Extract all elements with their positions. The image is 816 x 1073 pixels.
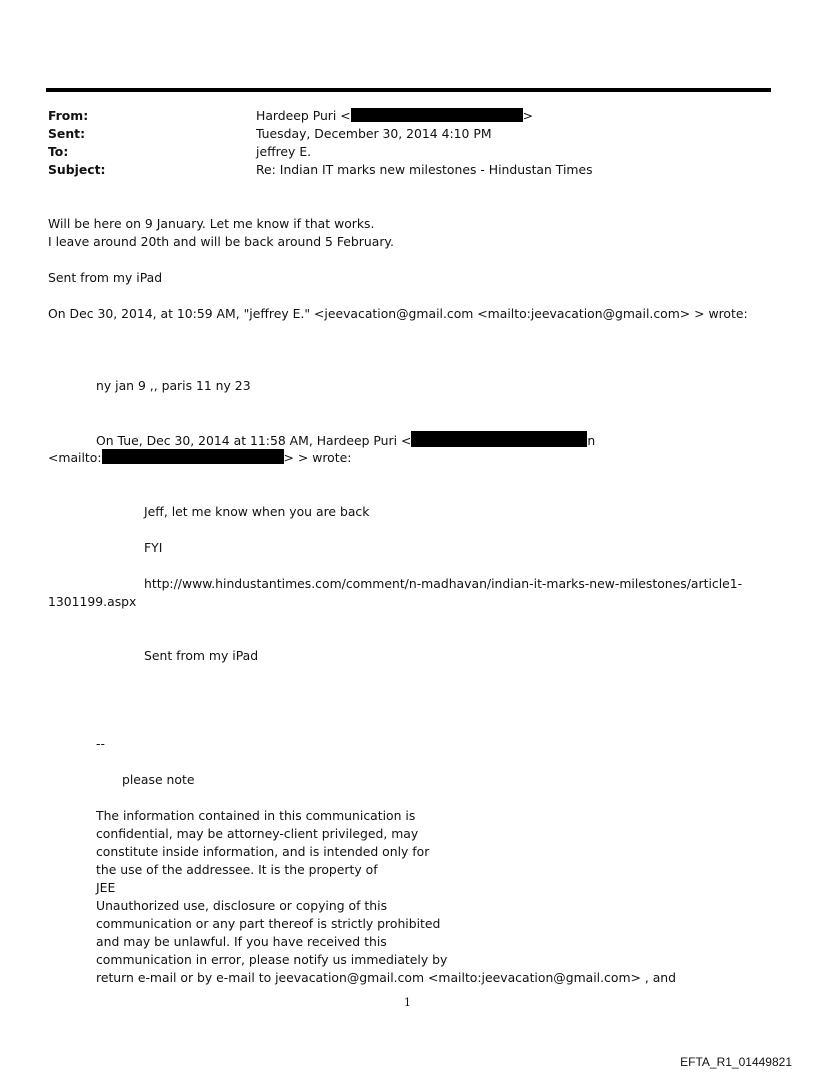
signature-ipad: Sent from my iPad [48, 270, 163, 285]
quote2-mailto: <mailto: [48, 450, 102, 465]
quote2-line-1: Jeff, let me know when you are back [144, 504, 370, 519]
disclaimer-line: The information contained in this communication is [96, 808, 416, 823]
to-value: jeffrey E. [256, 144, 312, 159]
page-number: 1 [404, 996, 411, 1009]
from-value [256, 107, 533, 125]
disclaimer-line: JEE [96, 880, 116, 895]
redaction-box [102, 449, 284, 464]
from-label: From: [48, 108, 89, 123]
header-rule [46, 88, 771, 92]
disclaimer-line: communication or any part thereof is strictly prohibited [96, 916, 441, 931]
quote-intro: On Dec 30, 2014, at 10:59 AM, "jeffrey E." <jeevacation@gmail.com <mailto:jeevacation@gmail.com> > wrote: [48, 306, 748, 321]
from-name: Hardeep Puri < [256, 108, 351, 123]
disclaimer-line: and may be unlawful. If you have received this [96, 934, 387, 949]
quote2-wrote: > > wrote: [283, 450, 352, 465]
sent-label: Sent: [48, 126, 86, 141]
disclaimer-line: return e-mail or by e-mail to jeevacation@gmail.com <mailto:jeevacation@gmail.com> , and [96, 970, 677, 985]
disclaimer-line: Unauthorized use, disclosure or copying of this [96, 898, 388, 913]
quote2-line-2: FYI [144, 540, 163, 555]
note-heading: please note [122, 772, 195, 787]
subject-label: Subject: [48, 162, 106, 177]
from-tail: > [522, 108, 534, 123]
quote2-mailto-line [48, 449, 351, 467]
quote2-signature: Sent from my iPad [144, 648, 259, 663]
quote2-intro [96, 431, 595, 450]
disclaimer-line: constitute inside information, and is intended only for [96, 844, 430, 859]
redaction-box [411, 431, 587, 447]
quoted-line: ny jan 9 ,, paris 11 ny 23 [96, 378, 251, 393]
quote2-intro-text: On Tue, Dec 30, 2014 at 11:58 AM, Hardeep Puri < [96, 433, 412, 448]
disclaimer-line: confidential, may be attorney-client privileged, may [96, 826, 419, 841]
signature-dashes: -- [96, 736, 105, 751]
disclaimer-line: communication in error, please notify us immediately by [96, 952, 448, 967]
disclaimer-line: the use of the addressee. It is the property of [96, 862, 378, 877]
article-link-continued[interactable]: 1301199.aspx [48, 594, 137, 609]
to-label: To: [48, 144, 69, 159]
quote2-intro-tail: n [587, 433, 596, 448]
body-line-2: I leave around 20th and will be back around 5 February. [48, 234, 394, 249]
subject-value: Re: Indian IT marks new milestones - Hindustan Times [256, 162, 593, 177]
redaction-box [351, 108, 523, 122]
article-link[interactable]: http://www.hindustantimes.com/comment/n-madhavan/indian-it-marks-new-milestones/article1- [144, 576, 743, 591]
document-id: EFTA_R1_01449821 [680, 1055, 792, 1069]
sent-value: Tuesday, December 30, 2014 4:10 PM [256, 126, 492, 141]
body-line-1: Will be here on 9 January. Let me know if that works. [48, 216, 375, 231]
